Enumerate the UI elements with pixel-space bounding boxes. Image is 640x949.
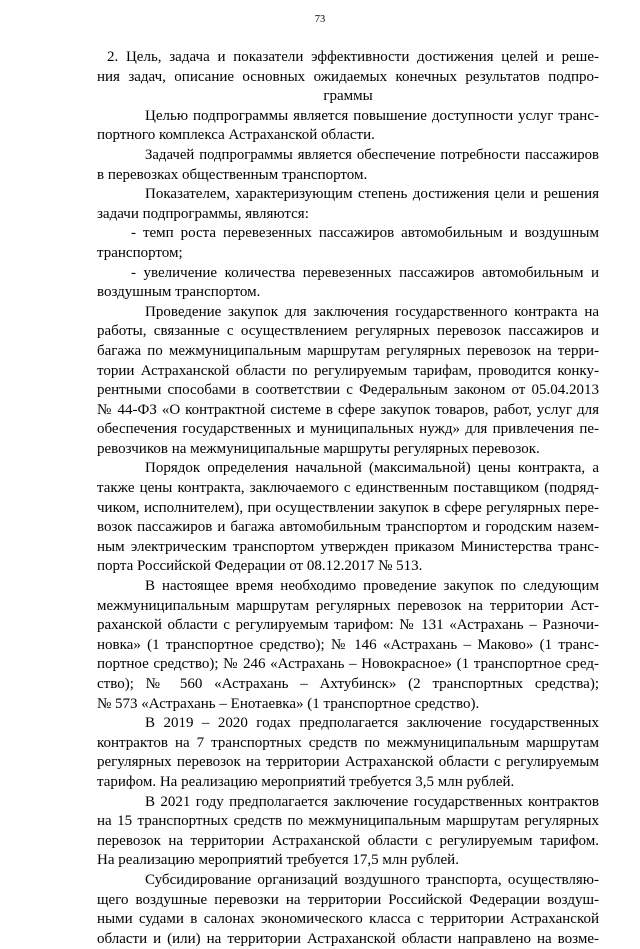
- text-line: щего воздушные перевозки на территории Российской Федерации воздуш-: [97, 891, 599, 908]
- section-heading-line: ния задач, описание основных ожидаемых конечных результатов подпро-: [97, 68, 599, 85]
- text-line: раханской области с регулируемым тарифом: № 131 «Астрахань – Разночи-: [97, 617, 599, 634]
- text-line: Задачей подпрограммы является обеспечение потребности пассажиров: [145, 146, 599, 163]
- text-line: также цены контракта, заключаемого с единственным поставщиком (подряд-: [97, 480, 599, 497]
- text-line: Порядок определения начальной (максимальной) цены контракта, а: [145, 460, 599, 477]
- text-line: На реализацию мероприятий требуется 17,5 млн рублей.: [97, 852, 459, 869]
- text-line: задачи подпрограммы, являются:: [97, 205, 309, 222]
- list-item-line: - темп роста перевезенных пассажиров автомобильным и воздушным: [131, 225, 599, 242]
- text-line: В 2019 – 2020 годах предполагается заключение государственных: [145, 715, 599, 732]
- text-line: ным электрическим транспортом утвержден приказом Министерства транс-: [97, 538, 599, 555]
- text-line: Целью подпрограммы является повышение доступности услуг транс-: [145, 107, 599, 124]
- list-item-line: воздушным транспортом.: [97, 284, 261, 301]
- text-line: Показателем, характеризующим степень достижения цели и решения: [145, 186, 599, 203]
- text-line: чиком, исполнителем), при осуществлении закупок в сфере регулярных пере-: [97, 499, 599, 516]
- text-line: ревозчиков на межмуниципальные маршруты регулярных перевозок.: [97, 440, 540, 457]
- text-line: багажа по межмуниципальным маршрутам регулярных перевозок на терри-: [97, 342, 599, 359]
- text-line: портного комплекса Астраханской области.: [97, 127, 375, 144]
- list-item-line: - увеличение количества перевезенных пассажиров автомобильным и: [131, 264, 599, 281]
- text-line: новка» (1 транспортное средство); № 146 «Астрахань – Маково» (1 транс-: [97, 636, 599, 653]
- text-line: Субсидирование организаций воздушного транспорта, осуществляю-: [145, 871, 599, 888]
- text-line: обеспечения государственных и муниципальных нужд» для привлечения пе-: [97, 421, 599, 438]
- text-line: № 44-ФЗ «О контрактной системе в сфере закупок товаров, работ, услуг для: [97, 401, 599, 418]
- text-line: № 573 «Астрахань – Енотаевка» (1 транспортное средство).: [97, 695, 480, 712]
- page-number: 73: [314, 14, 326, 25]
- text-line: В настоящее время необходимо проведение закупок по следующим: [145, 578, 599, 595]
- text-line: портное средство); № 246 «Астрахань – Новокрасное» (1 транспортное сред-: [97, 656, 599, 673]
- section-heading-line: 2. Цель, задача и показатели эффективности достижения целей и реше-: [107, 49, 599, 65]
- text-line: тории Астраханской области по регулируемым тарифам, проводится конку-: [97, 362, 599, 379]
- document-body: [97, 48, 599, 949]
- text-line: ство); № 560 «Астрахань – Ахтубинск» (2 транспортных средства);: [97, 676, 599, 692]
- text-line: контрактов на 7 транспортных средств по межмуниципальным маршрутам: [97, 734, 599, 751]
- text-line: возок пассажиров и багажа автомобильным транспортом и городским назем-: [97, 519, 599, 536]
- text-line: работы, связанные с осуществлением регулярных перевозок пассажиров и: [97, 323, 599, 340]
- text-line: перевозок на территории Астраханской области с регулируемым тарифом.: [97, 832, 599, 849]
- text-line: порта Российской Федерации от 08.12.2017 № 513.: [97, 558, 423, 575]
- text-line: регулярных перевозок на территории Астраханской области с регулируемым: [97, 754, 599, 771]
- list-item-line: транспортом;: [97, 244, 183, 261]
- section-heading-line: граммы: [323, 88, 373, 105]
- text-line: тарифом. На реализацию мероприятий требуется 3,5 млн рублей.: [97, 773, 515, 790]
- text-line: области и (или) на территории Астраханской области направлено на возме-: [97, 930, 599, 947]
- text-line: В 2021 году предполагается заключение государственных контрактов: [145, 793, 599, 810]
- text-line: в перевозках общественным транспортом.: [97, 166, 368, 183]
- text-line: на 15 транспортных средств по межмуниципальным маршрутам регулярных: [97, 813, 599, 830]
- text-line: Проведение закупок для заключения государственного контракта на: [145, 303, 599, 320]
- text-line: межмуниципальным маршрутам регулярных перевозок на территории Аст-: [97, 597, 599, 614]
- text-line: рентными способами в соответствии с Федеральным законом от 05.04.2013: [97, 382, 599, 399]
- text-line: ными судами в салонах экономического класса с территории Астраханской: [97, 911, 599, 928]
